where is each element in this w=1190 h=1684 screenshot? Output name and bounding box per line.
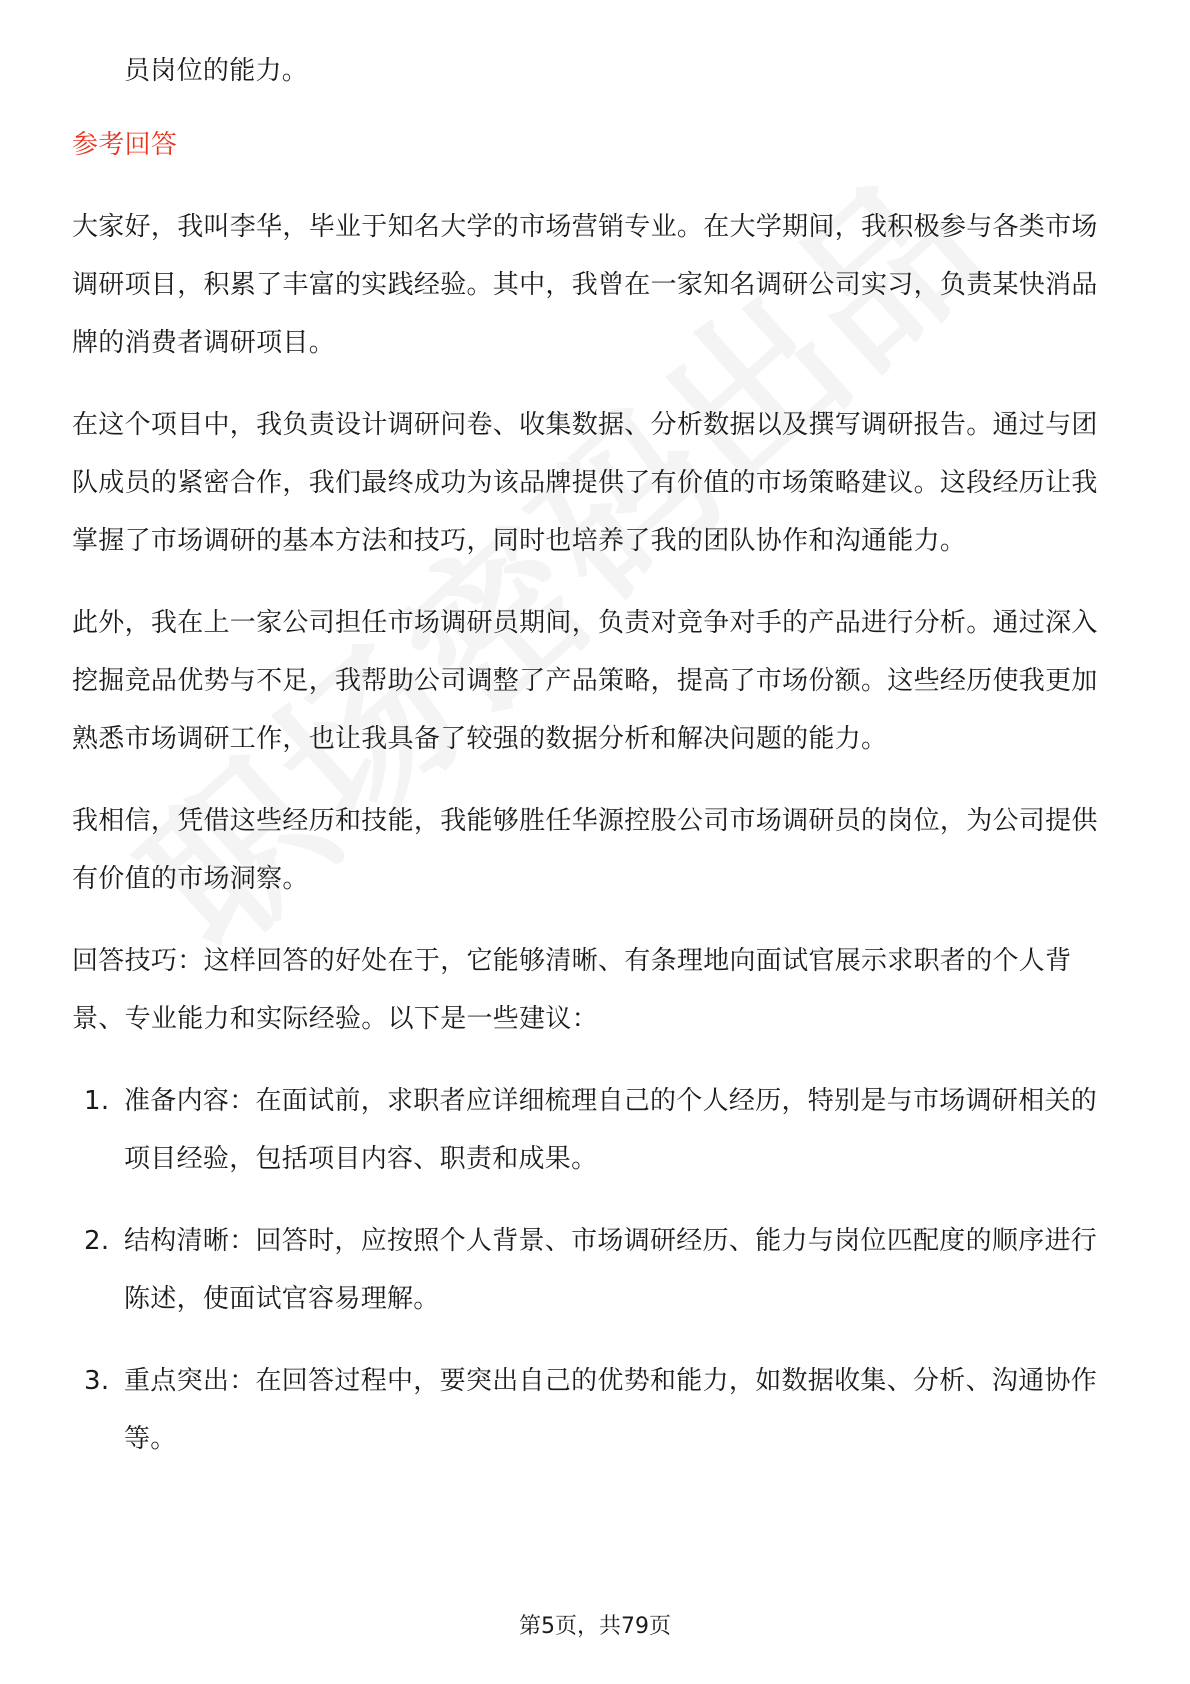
list-item bbox=[72, 1072, 1120, 1188]
section-heading: 参考回答 bbox=[72, 130, 178, 160]
list-item-text: 重点突出：在回答过程中，要突出自己的优势和能力，如数据收集、分析、沟通协作等。 bbox=[124, 1366, 1098, 1454]
list-number: 2. bbox=[84, 1226, 110, 1256]
list-item-text: 结构清晰：回答时，应按照个人背景、市场调研经历、能力与岗位匹配度的顺序进行陈述，使面试官容易理解。 bbox=[124, 1226, 1098, 1314]
page-number: 第5页，共79页 bbox=[519, 1614, 671, 1639]
paragraph: 我相信，凭借这些经历和技能，我能够胜任华源控股公司市场调研员的岗位，为公司提供有价值的市场洞察。 bbox=[72, 806, 1098, 894]
list-item bbox=[72, 1212, 1120, 1328]
paragraph: 回答技巧：这样回答的好处在于，它能够清晰、有条理地向面试官展示求职者的个人背景、专业能力和实际经验。以下是一些建议： bbox=[72, 946, 1072, 1034]
list-number: 1. bbox=[84, 1086, 110, 1116]
list-number: 3. bbox=[84, 1366, 110, 1396]
continuation-text: 员岗位的能力。 bbox=[124, 56, 309, 86]
list-item-text: 准备内容：在面试前，求职者应详细梳理自己的个人经历，特别是与市场调研相关的项目经验，包括项目内容、职责和成果。 bbox=[124, 1086, 1098, 1174]
paragraph: 此外，我在上一家公司担任市场调研员期间，负责对竞争对手的产品进行分析。通过深入挖掘竞品优势与不足，我帮助公司调整了产品策略，提高了市场份额。这些经历使我更加熟悉市场调研工作，也让我具备了较强的数据分析和解决问题的能力。 bbox=[72, 608, 1098, 754]
tips-list bbox=[72, 1072, 1120, 1468]
page-content bbox=[72, 42, 1120, 1468]
paragraph: 大家好，我叫李华，毕业于知名大学的市场营销专业。在大学期间，我积极参与各类市场调研项目，积累了丰富的实践经验。其中，我曾在一家知名调研公司实习，负责某快消品牌的消费者调研项目。 bbox=[72, 212, 1098, 358]
paragraph: 在这个项目中，我负责设计调研问卷、收集数据、分析数据以及撰写调研报告。通过与团队成员的紧密合作，我们最终成功为该品牌提供了有价值的市场策略建议。这段经历让我掌握了市场调研的基本方法和技巧，同时也培养了我的团队协作和沟通能力。 bbox=[72, 410, 1098, 556]
list-item bbox=[72, 1352, 1120, 1468]
